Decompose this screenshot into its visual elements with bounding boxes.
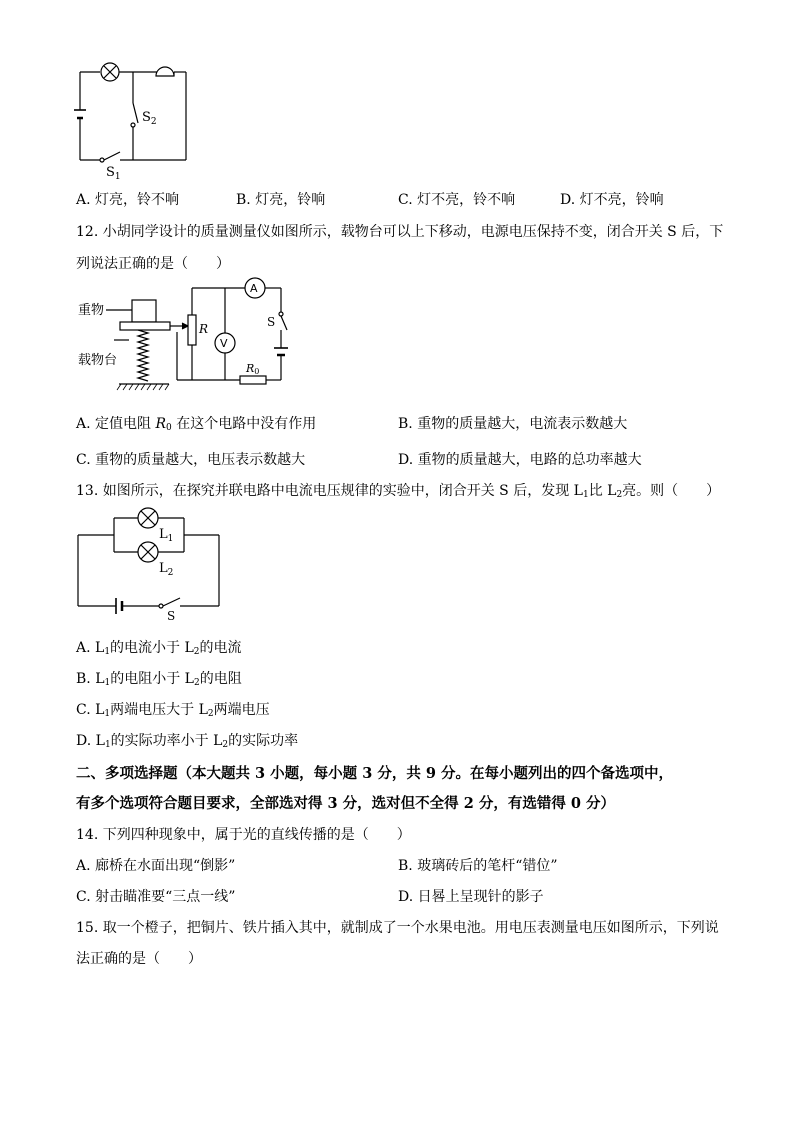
q13-option-c[interactable]	[76, 699, 270, 719]
weight-label: 重物	[78, 303, 105, 318]
q11-option-b[interactable]: B. 灯亮，铃响	[236, 192, 326, 208]
q13-option-c-sub2: 2	[207, 709, 214, 719]
q12-option-a-sub: 0	[166, 423, 172, 433]
q13-option-d-sub1: 1	[104, 740, 111, 750]
q13-option-b-sub1: 1	[104, 678, 111, 688]
q11-option-a[interactable]: A. 灯亮，铃不响	[76, 192, 180, 208]
q13-option-c-suffix: 两端电压	[213, 702, 270, 718]
section2-title-line2: 有多个选项符合题目要求，全部选对得 3 分，选对但不全得 2 分，有选错得 0 分）	[76, 795, 616, 812]
l2-label: $L_2$	[159, 561, 174, 578]
q13-option-d-mid: 的实际功率小于 L	[110, 733, 223, 749]
q13-option-b-mid: 的电阻小于 L	[110, 671, 194, 687]
q12-option-c[interactable]: C. 重物的质量越大，电压表示数越大	[76, 452, 306, 468]
q12-option-d[interactable]: D. 重物的质量越大，电路的总功率越大	[398, 452, 642, 468]
q11-circuit-diagram	[70, 55, 195, 180]
q13-stem-sub2: 2	[616, 490, 623, 500]
q14-option-d[interactable]: D. 日晷上呈现针的影子	[398, 889, 544, 905]
q12-option-a-prefix: A. 定值电阻	[76, 416, 156, 432]
r0-label: R0	[246, 362, 260, 376]
q15-stem-line1: 15. 取一个橙子，把铜片、铁片插入其中，就制成了一个水果电池。用电压表测量电压如图所示，下列说	[76, 920, 719, 936]
switch-label: S	[167, 609, 176, 623]
q11-option-c[interactable]: C. 灯不亮，铃不响	[398, 192, 516, 208]
voltmeter-icon: V	[220, 337, 228, 350]
q13-option-b-suffix: 的电阻	[199, 671, 242, 687]
switch-label: S	[267, 315, 276, 329]
s2-label: $S_2$	[142, 110, 157, 127]
q13-option-a-sub1: 1	[104, 647, 111, 657]
q13-option-c-prefix: C. L	[76, 702, 105, 718]
q12-stem-line1: 12. 小胡同学设计的质量测量仪如图所示，载物台可以上下移动，电源电压保持不变，闭合开关 S 后，下	[76, 224, 724, 240]
s1-label: $S_1$	[106, 165, 121, 182]
q12-option-a-var: R	[155, 416, 167, 432]
q15-stem-line2: 法正确的是（ ）	[76, 951, 202, 967]
q14-option-c[interactable]: C. 射击瞄准要“三点一线”	[76, 889, 236, 905]
q13-option-d-suffix: 的实际功率	[228, 733, 299, 749]
q13-option-a[interactable]	[76, 637, 242, 657]
q13-option-c-mid: 两端电压大于 L	[110, 702, 208, 718]
q13-stem-sub1: 1	[582, 490, 589, 500]
q12-option-a[interactable]	[76, 413, 316, 433]
q13-stem-suffix: 亮。则（ ）	[622, 483, 721, 499]
q14-option-a[interactable]: A. 廊桥在水面出现“倒影”	[76, 858, 236, 874]
ammeter-icon: A	[250, 282, 258, 295]
q14-option-b[interactable]: B. 玻璃砖后的笔杆“错位”	[398, 858, 558, 874]
q13-option-d-prefix: D. L	[76, 733, 105, 749]
q13-stem-prefix: 13. 如图所示，在探究并联电路中电流电压规律的实验中，闭合开关 S 后，发现 L	[76, 483, 583, 499]
q13-option-b-sub2: 2	[193, 678, 200, 688]
q13-option-a-sub2: 2	[193, 647, 200, 657]
q13-stem-mid: 比 L	[588, 483, 617, 499]
q13-option-c-sub1: 1	[104, 709, 111, 719]
q14-stem: 14. 下列四种现象中，属于光的直线传播的是（ ）	[76, 827, 411, 843]
q13-option-b[interactable]	[76, 668, 242, 688]
l1-label: $L_1$	[159, 527, 174, 544]
q13-option-b-prefix: B. L	[76, 671, 105, 687]
q12-circuit-diagram	[74, 280, 304, 400]
q13-option-a-mid: 的电流小于 L	[110, 640, 194, 656]
q11-option-d[interactable]: D. 灯不亮，铃响	[560, 192, 664, 208]
stage-label: 载物台	[78, 353, 118, 368]
q13-circuit-diagram	[74, 502, 229, 623]
q13-option-d-sub2: 2	[222, 740, 229, 750]
section2-title-line1: 二、多项选择题（本大题共 3 小题，每小题 3 分，共 9 分。在每小题列出的四个备选项中，	[76, 765, 674, 782]
q12-stem-line2: 列说法正确的是（ ）	[76, 256, 230, 272]
q12-option-a-suffix: 在这个电路中没有作用	[171, 416, 317, 432]
q13-option-a-suffix: 的电流	[199, 640, 242, 656]
q12-option-b[interactable]: B. 重物的质量越大，电流表示数越大	[398, 416, 628, 432]
q13-option-a-prefix: A. L	[76, 640, 105, 656]
q13-option-d[interactable]	[76, 730, 298, 750]
r-label: R	[199, 322, 209, 336]
q13-stem	[76, 480, 720, 500]
